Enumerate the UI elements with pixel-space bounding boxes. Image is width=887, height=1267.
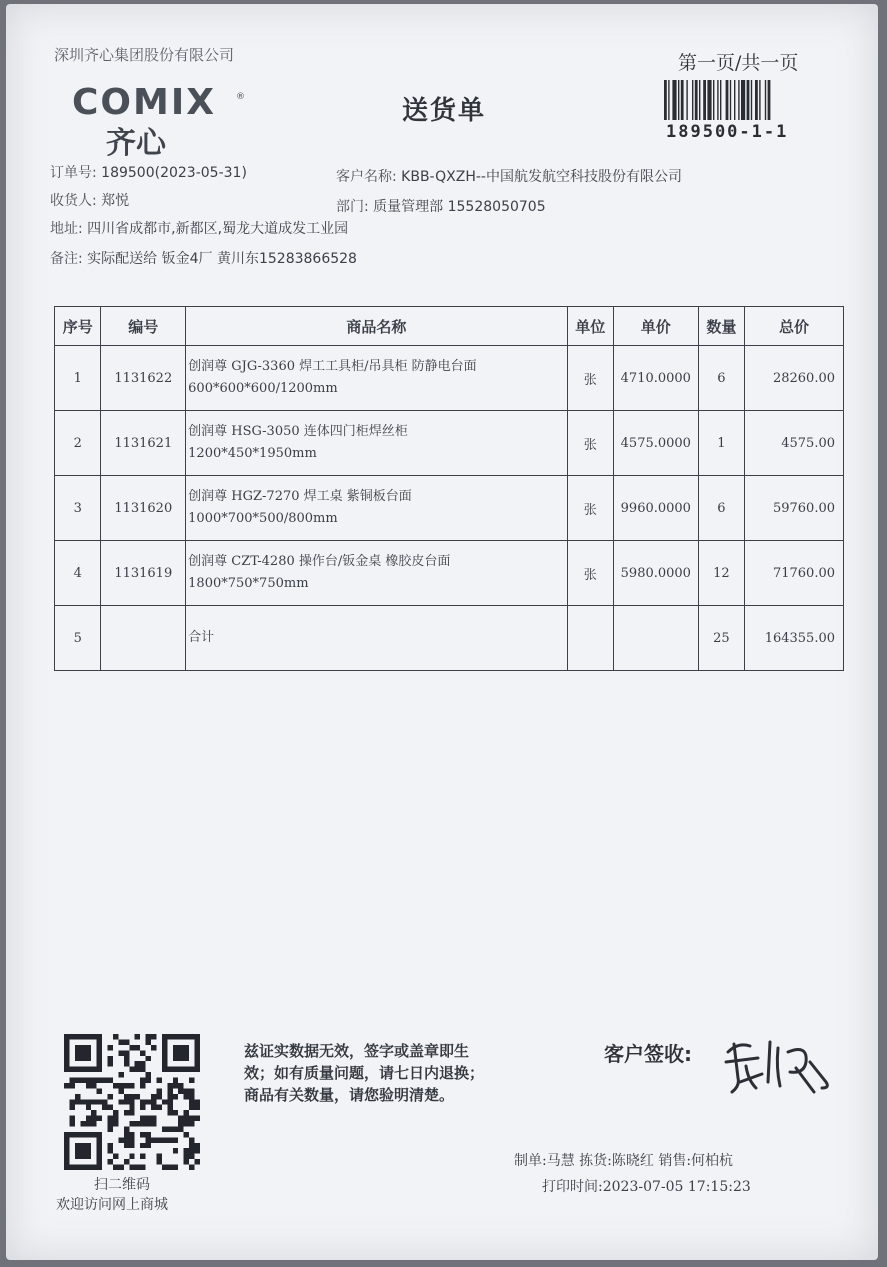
barcode-number: 189500-1-1 (666, 122, 789, 142)
disclaimer-text (244, 1040, 544, 1106)
address-label: 地址: (50, 221, 83, 237)
row-quantity: 6 (698, 476, 744, 541)
staff-info: 制单:马慧 拣货:陈晓红 销售:何柏杭 (514, 1153, 734, 1169)
summary-label: 合计 (186, 606, 567, 671)
header-unit-price: 单价 (613, 307, 698, 346)
row-seq: 3 (55, 476, 101, 541)
row-product-name-line2: 1800*750*750mm (188, 576, 309, 591)
logo-registered-mark: ® (236, 92, 245, 102)
remark-label: 备注: (50, 251, 83, 267)
row-product-name (186, 476, 567, 541)
customer-name-label: 客户名称: (336, 169, 397, 185)
customer-name-field (336, 166, 682, 186)
address-value: 四川省成都市,新都区,蜀龙大道成发工业园 (87, 221, 349, 237)
comix-logo (68, 82, 248, 162)
qr-caption-mall: 欢迎访问网上商城 (56, 1197, 168, 1213)
header-quantity: 数量 (698, 307, 744, 346)
qr-caption-scan: 扫二维码 (94, 1177, 150, 1193)
row-seq: 4 (55, 541, 101, 606)
row-product-name-line1: 创润尊 CZT-4280 操作台/钣金桌 橡胶皮台面 (188, 554, 451, 569)
logo-brand: COMIX (72, 82, 216, 123)
row-quantity: 12 (698, 541, 744, 606)
row-code: 1131622 (101, 346, 186, 411)
summary-unit-empty (567, 606, 613, 671)
row-product-name-line2: 1000*700*500/800mm (188, 511, 338, 526)
row-unit: 张 (567, 411, 613, 476)
page-indicator: 第一页/共一页 (678, 52, 799, 74)
row-product-name-line2: 1200*450*1950mm (188, 446, 317, 461)
disclaimer-line: 商品有关数量，请您验明清楚。 (244, 1086, 455, 1104)
customer-name-value: KBB-QXZH--中国航发航空科技股份有限公司 (401, 169, 682, 185)
summary-code-empty (101, 606, 186, 671)
row-quantity: 6 (698, 346, 744, 411)
header-seq: 序号 (55, 307, 101, 346)
company-name: 深圳齐心集团股份有限公司 (54, 46, 235, 64)
order-number-label: 订单号: (50, 165, 97, 181)
row-unit-price: 4575.0000 (613, 411, 698, 476)
row-product-name-line1: 创润尊 HGZ-7270 焊工桌 紫铜板台面 (188, 489, 412, 504)
summary-quantity: 25 (698, 606, 744, 671)
qr-code (64, 1034, 200, 1170)
row-unit: 张 (567, 541, 613, 606)
remark-value: 实际配送给 钣金4厂 黄川东15283866528 (87, 251, 357, 267)
order-number-value: 189500(2023-05-31) (101, 165, 247, 181)
row-total-price: 59760.00 (745, 476, 844, 541)
row-code: 1131620 (101, 476, 186, 541)
items-table (54, 306, 844, 671)
row-unit-price: 5980.0000 (613, 541, 698, 606)
table-summary-row (55, 606, 844, 671)
table-row (55, 476, 844, 541)
department-value: 质量管理部 15528050705 (373, 199, 546, 215)
row-product-name (186, 541, 567, 606)
row-product-name-line1: 创润尊 GJG-3360 焊工工具柜/吊具柜 防静电台面 (188, 359, 477, 374)
department-label: 部门: (336, 199, 369, 215)
barcode (664, 80, 816, 120)
row-seq: 1 (55, 346, 101, 411)
customer-sign-label: 客户签收: (604, 1042, 692, 1066)
row-unit: 张 (567, 346, 613, 411)
handwritten-signature (718, 1022, 838, 1102)
logo-chinese: 齐心 (106, 126, 166, 161)
row-product-name (186, 346, 567, 411)
row-quantity: 1 (698, 411, 744, 476)
row-product-name-line2: 600*600*600/1200mm (188, 381, 338, 396)
table-row (55, 346, 844, 411)
row-total-price: 71760.00 (745, 541, 844, 606)
row-unit-price: 4710.0000 (613, 346, 698, 411)
header-unit: 单位 (567, 307, 613, 346)
header-product-name: 商品名称 (186, 307, 567, 346)
summary-seq: 5 (55, 606, 101, 671)
recipient-field (50, 190, 129, 210)
address-field (50, 218, 348, 238)
department-field (336, 196, 546, 216)
row-product-name (186, 411, 567, 476)
delivery-note-paper (6, 4, 878, 1260)
disclaimer-line: 效；如有质量问题，请七日内退换； (244, 1064, 485, 1082)
header-total-price: 总价 (745, 307, 844, 346)
row-product-name-line1: 创润尊 HSG-3050 连体四门柜焊丝柜 (188, 424, 408, 439)
print-time: 打印时间:2023-07-05 17:15:23 (542, 1179, 751, 1195)
table-row (55, 411, 844, 476)
summary-total: 164355.00 (745, 606, 844, 671)
disclaimer-line: 兹证实数据无效，签字或盖章即生 (244, 1042, 470, 1060)
table-row (55, 541, 844, 606)
document-title: 送货单 (402, 96, 487, 126)
header-code: 编号 (101, 307, 186, 346)
row-code: 1131619 (101, 541, 186, 606)
remark-field (50, 248, 357, 268)
row-seq: 2 (55, 411, 101, 476)
summary-price-empty (613, 606, 698, 671)
recipient-value: 郑悦 (101, 193, 130, 209)
order-number-field (50, 162, 247, 182)
row-total-price: 28260.00 (745, 346, 844, 411)
table-header-row (55, 307, 844, 346)
row-total-price: 4575.00 (745, 411, 844, 476)
row-unit-price: 9960.0000 (613, 476, 698, 541)
row-unit: 张 (567, 476, 613, 541)
row-code: 1131621 (101, 411, 186, 476)
recipient-label: 收货人: (50, 193, 97, 209)
